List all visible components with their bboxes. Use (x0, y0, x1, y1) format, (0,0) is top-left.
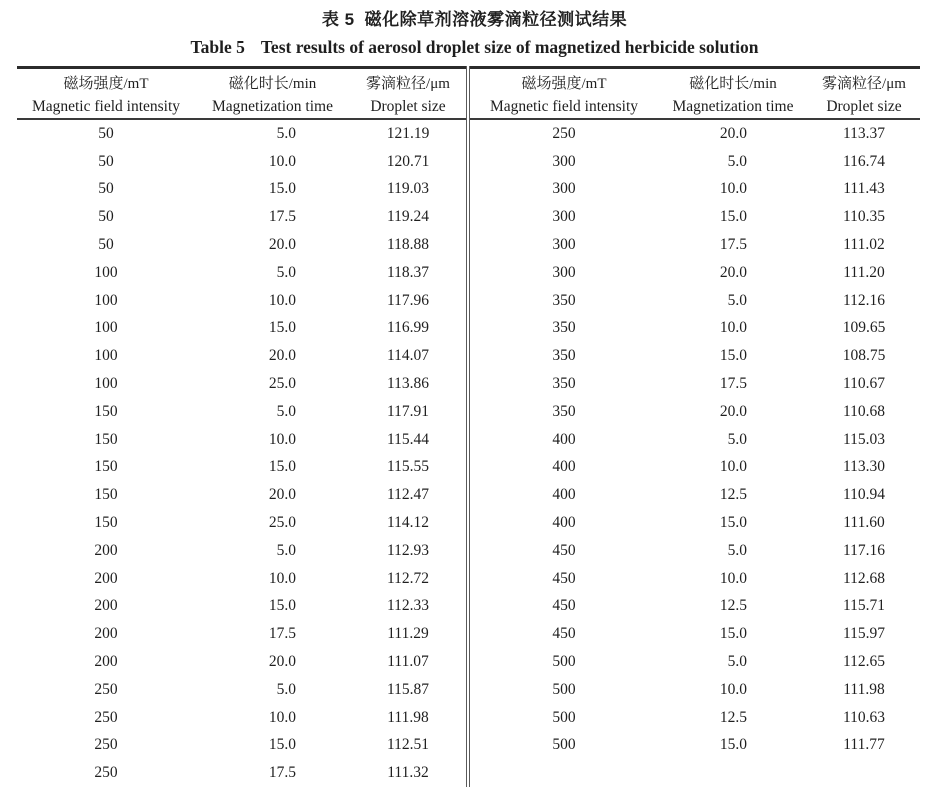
table-cell: 15.0 (719, 347, 747, 365)
table-cell: 110.67 (842, 375, 886, 393)
table-row (17, 315, 920, 343)
table-cell: 5.0 (276, 263, 296, 281)
table-cell: 250 (94, 764, 118, 782)
table-header (17, 68, 920, 120)
table-cell: 119.24 (386, 208, 430, 226)
table-cell: 5.0 (276, 680, 296, 698)
table-cell: 111.32 (387, 764, 429, 782)
table-cell (468, 759, 658, 787)
table-cell: 250 (94, 736, 118, 754)
table-cell: 500 (468, 704, 658, 732)
table-cell: 350 (468, 342, 658, 370)
table-row (17, 203, 920, 231)
table-cell: 12.5 (719, 708, 747, 726)
table-cell: 450 (468, 565, 658, 593)
table-cell: 15.0 (719, 736, 747, 754)
column-header-en: Droplet size (350, 95, 468, 119)
table-cell: 15.0 (268, 736, 296, 754)
table-cell: 15.0 (719, 514, 747, 532)
table-cell: 450 (468, 620, 658, 648)
table-cell: 12.5 (719, 597, 747, 615)
table-cell: 110.63 (842, 708, 886, 726)
table-row (17, 481, 920, 509)
table-cell: 111.02 (843, 236, 885, 254)
table-cell: 20.0 (719, 402, 747, 420)
table-cell: 15.0 (719, 625, 747, 643)
table-cell: 250 (94, 708, 118, 726)
table-cell: 117.16 (842, 541, 886, 559)
table-cell: 115.87 (386, 680, 430, 698)
table-cell: 100 (94, 375, 118, 393)
table-cell: 50 (98, 152, 114, 170)
table-cell: 115.71 (842, 597, 886, 615)
table-cell: 350 (468, 315, 658, 343)
table-cell: 10.0 (268, 708, 296, 726)
column-header-en: Droplet size (808, 95, 920, 119)
table-cell: 115.55 (386, 458, 430, 476)
table-row (17, 537, 920, 565)
table-cell: 17.5 (268, 625, 296, 643)
table-cell: 117.91 (386, 402, 430, 420)
table-row (17, 398, 920, 426)
table-cell: 100 (94, 263, 118, 281)
table-cell: 250 (94, 680, 118, 698)
table-cell: 115.97 (842, 625, 886, 643)
table-cell: 120.71 (386, 152, 430, 170)
table-cell: 150 (94, 458, 118, 476)
table-cell: 5.0 (727, 291, 747, 309)
table-cell: 115.44 (386, 430, 430, 448)
table-cell: 10.0 (268, 152, 296, 170)
table-cell: 150 (94, 402, 118, 420)
table-cell: 100 (94, 291, 118, 309)
table-cell: 121.19 (386, 124, 430, 142)
table-header-row-cn (17, 68, 920, 96)
table-row (17, 148, 920, 176)
table-cell: 108.75 (842, 347, 886, 365)
table-cell: 350 (468, 398, 658, 426)
table-cell: 118.37 (386, 263, 430, 281)
table-title-english (0, 36, 949, 58)
table-cell: 17.5 (719, 236, 747, 254)
table-cell: 116.74 (842, 152, 886, 170)
paper-table-page (0, 9, 949, 797)
results-table (17, 66, 920, 787)
table-cell: 20.0 (719, 263, 747, 281)
table-cell: 5.0 (276, 124, 296, 142)
table-cell: 350 (468, 287, 658, 315)
table-cell: 400 (468, 481, 658, 509)
table-cell: 112.51 (386, 736, 430, 754)
table-row (17, 119, 920, 148)
column-header-cn: 磁场强度/mT (468, 68, 658, 96)
table-cell: 112.68 (842, 569, 886, 587)
table-cell: 300 (468, 203, 658, 231)
table-row (17, 370, 920, 398)
table-cell: 200 (94, 653, 118, 671)
table-row (17, 593, 920, 621)
table-cell: 111.29 (387, 625, 429, 643)
table-cell: 111.98 (843, 680, 885, 698)
table-cell: 15.0 (268, 458, 296, 476)
table-cell: 17.5 (268, 208, 296, 226)
column-header-cn: 雾滴粒径/μm (366, 75, 450, 92)
table-cell: 100 (94, 347, 118, 365)
table-number-english: Table 5 (190, 37, 245, 57)
table-cell: 450 (468, 537, 658, 565)
table-cell: 110.94 (842, 486, 886, 504)
table-cell: 112.72 (386, 569, 430, 587)
table-cell: 150 (94, 430, 118, 448)
table-cell: 15.0 (268, 180, 296, 198)
table-cell: 20.0 (268, 653, 296, 671)
column-header-cn: 磁化时长/min (228, 75, 317, 92)
table-cell: 50 (98, 208, 114, 226)
table-body (17, 119, 920, 787)
table-row (17, 287, 920, 315)
table-cell: 10.0 (719, 319, 747, 337)
table-cell: 111.98 (387, 708, 429, 726)
table-row (17, 342, 920, 370)
table-cell: 450 (468, 593, 658, 621)
table-cell: 300 (468, 231, 658, 259)
table-cell: 10.0 (719, 569, 747, 587)
table-cell: 400 (468, 454, 658, 482)
table-cell: 100 (94, 319, 118, 337)
table-cell: 5.0 (727, 653, 747, 671)
table-row (17, 454, 920, 482)
table-cell: 300 (468, 259, 658, 287)
table-row (17, 732, 920, 760)
table-cell: 25.0 (268, 514, 296, 532)
table-cell: 112.47 (386, 486, 430, 504)
table-cell: 500 (468, 732, 658, 760)
table-cell: 20.0 (268, 486, 296, 504)
table-cell: 200 (94, 569, 118, 587)
column-header-cn: 磁场强度/mT (63, 75, 149, 92)
table-cell: 111.43 (843, 180, 885, 198)
column-header-en: Magnetization time (658, 95, 808, 119)
table-cell: 150 (94, 514, 118, 532)
table-row (17, 620, 920, 648)
table-cell: 10.0 (719, 680, 747, 698)
table-cell: 111.60 (843, 514, 885, 532)
table-cell: 350 (468, 370, 658, 398)
table-cell: 10.0 (268, 430, 296, 448)
table-cell: 300 (468, 176, 658, 204)
table-row (17, 648, 920, 676)
column-header-en: Magnetization time (195, 95, 350, 119)
table-cell (658, 759, 808, 787)
table-cell: 115.03 (842, 430, 886, 448)
column-header-en: Magnetic field intensity (17, 95, 195, 119)
table-cell: 5.0 (727, 152, 747, 170)
table-cell: 113.37 (842, 124, 886, 142)
table-cell: 17.5 (719, 375, 747, 393)
table-cell: 15.0 (268, 319, 296, 337)
table-cell: 111.77 (843, 736, 885, 754)
table-cell: 5.0 (276, 402, 296, 420)
table-cell: 200 (94, 541, 118, 559)
table-cell: 15.0 (268, 597, 296, 615)
table-title-chinese (0, 9, 949, 31)
table-cell: 10.0 (268, 569, 296, 587)
table-cell: 250 (468, 119, 658, 148)
table-number-chinese: 表 5 (321, 10, 355, 29)
table-cell: 200 (94, 597, 118, 615)
table-cell: 20.0 (268, 347, 296, 365)
table-row (17, 509, 920, 537)
table-title-english-text: Test results of aerosol droplet size of magnetized herbicide solution (260, 37, 759, 57)
table-cell: 114.12 (386, 514, 430, 532)
table-cell: 25.0 (268, 375, 296, 393)
table-cell: 500 (468, 648, 658, 676)
table-cell: 50 (98, 124, 114, 142)
table-cell: 110.35 (842, 208, 886, 226)
table-row (17, 176, 920, 204)
table-cell: 5.0 (276, 541, 296, 559)
table-cell: 112.93 (386, 541, 430, 559)
table-row (17, 759, 920, 787)
table-cell: 119.03 (386, 180, 430, 198)
table-title-chinese-text: 磁化除草剂溶液雾滴粒径测试结果 (364, 10, 628, 29)
table-cell: 112.33 (386, 597, 430, 615)
table-cell: 110.68 (842, 402, 886, 420)
table-cell: 500 (468, 676, 658, 704)
column-header-cn: 磁化时长/min (689, 75, 777, 92)
table-cell: 20.0 (268, 236, 296, 254)
table-cell: 20.0 (719, 124, 747, 142)
table-cell: 112.65 (842, 653, 886, 671)
table-cell: 111.07 (387, 653, 429, 671)
table-cell: 10.0 (719, 180, 747, 198)
table-cell: 5.0 (727, 430, 747, 448)
table-cell: 400 (468, 509, 658, 537)
table-cell: 400 (468, 426, 658, 454)
table-cell (808, 759, 920, 787)
table-header-row-en (17, 95, 920, 119)
column-header-cn: 雾滴粒径/μm (822, 75, 906, 92)
table-cell: 15.0 (719, 208, 747, 226)
table-cell: 113.86 (386, 375, 430, 393)
table-cell: 113.30 (842, 458, 886, 476)
table-cell: 50 (98, 236, 114, 254)
table-cell: 112.16 (842, 291, 886, 309)
table-cell: 17.5 (268, 764, 296, 782)
table-cell: 12.5 (719, 486, 747, 504)
table-cell: 150 (94, 486, 118, 504)
table-cell: 109.65 (842, 319, 886, 337)
table-cell: 118.88 (386, 236, 430, 254)
table-cell: 114.07 (386, 347, 430, 365)
table-cell: 111.20 (843, 263, 885, 281)
column-header-en: Magnetic field intensity (468, 95, 658, 119)
table-cell: 116.99 (386, 319, 430, 337)
table-row (17, 676, 920, 704)
table-cell: 117.96 (386, 291, 430, 309)
table-cell: 10.0 (268, 291, 296, 309)
table-cell: 5.0 (727, 541, 747, 559)
table-row (17, 565, 920, 593)
table-cell: 300 (468, 148, 658, 176)
table-cell: 200 (94, 625, 118, 643)
table-row (17, 231, 920, 259)
table-row (17, 259, 920, 287)
table-row (17, 426, 920, 454)
table-cell: 10.0 (719, 458, 747, 476)
table-cell: 50 (98, 180, 114, 198)
table-row (17, 704, 920, 732)
